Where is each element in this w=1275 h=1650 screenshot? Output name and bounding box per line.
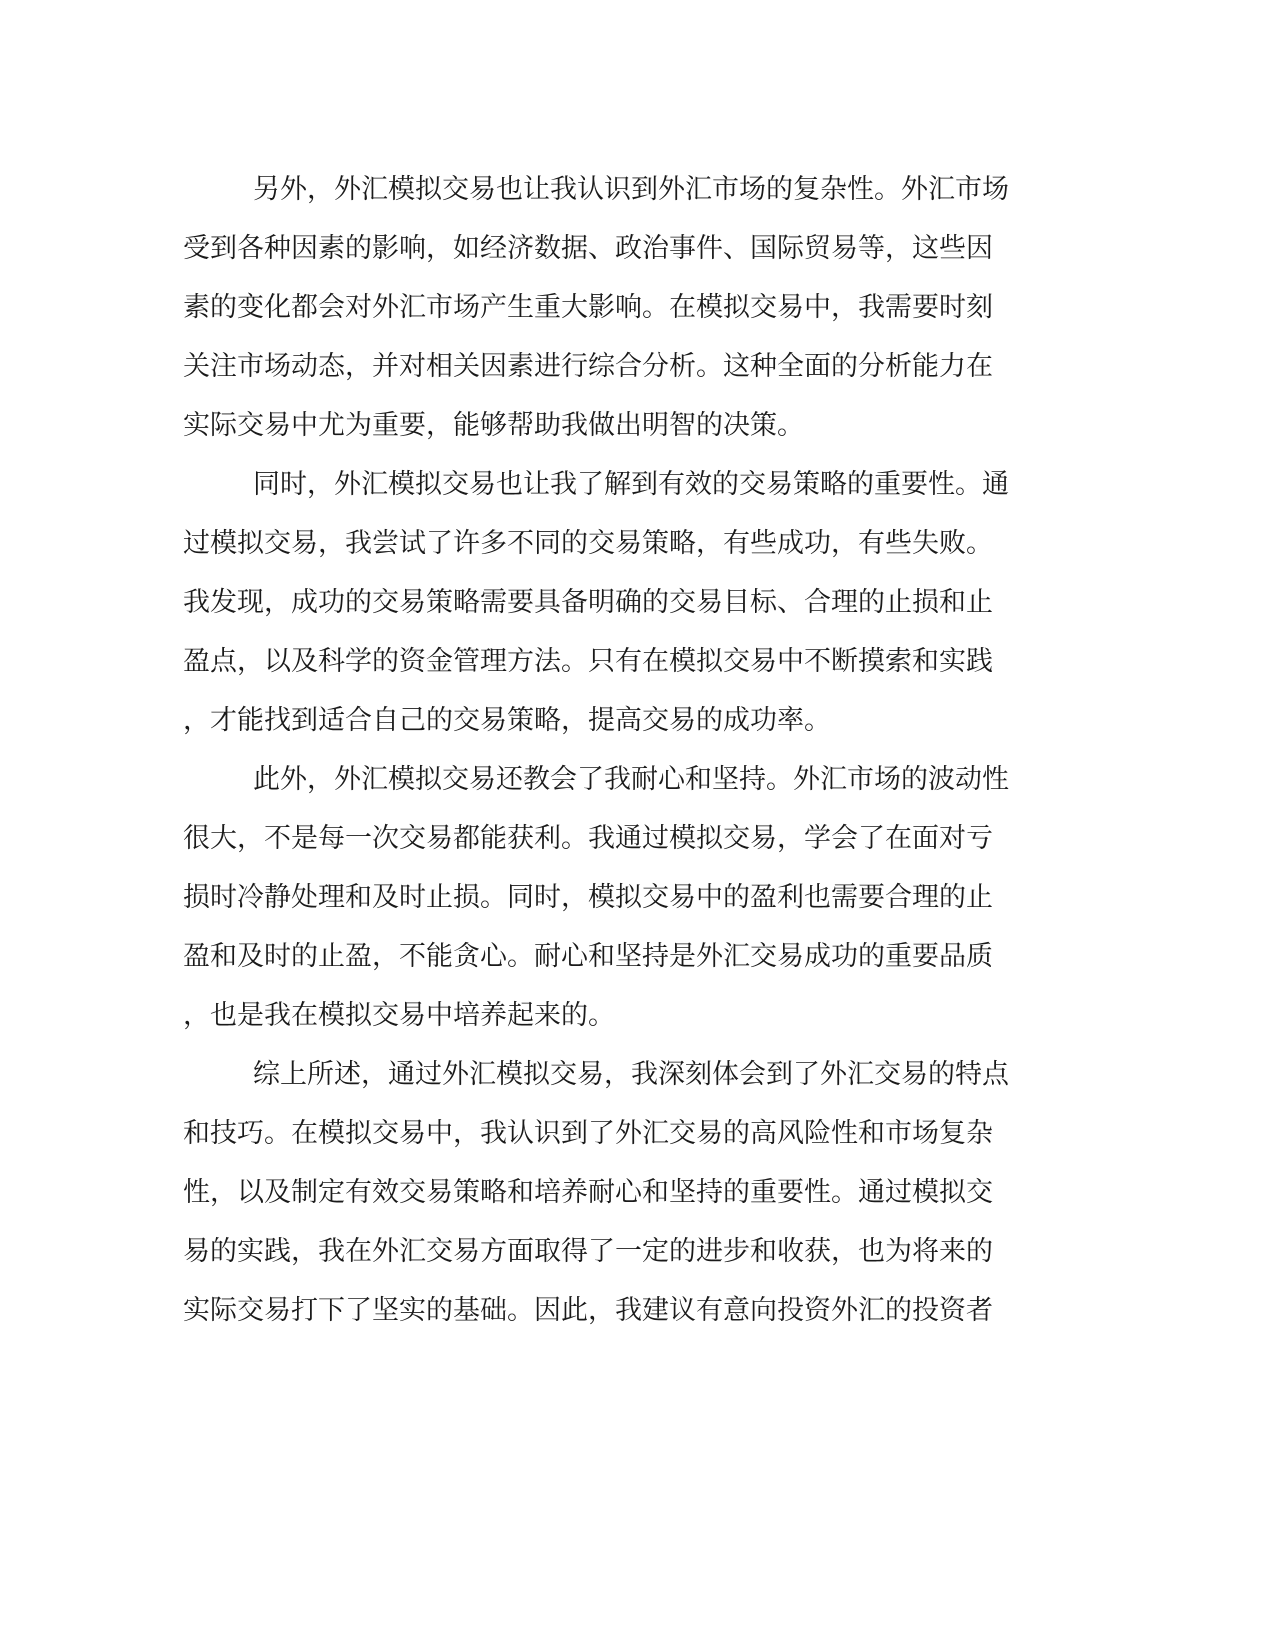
text-line: 素的变化都会对外汇市场产生重大影响。在模拟交易中，我需要时刻 bbox=[183, 292, 993, 323]
text-line: 关注市场动态，并对相关因素进行综合分析。这种全面的分析能力在 bbox=[183, 351, 993, 382]
text-line: 综上所述，通过外汇模拟交易，我深刻体会到了外汇交易的特点 bbox=[253, 1059, 1009, 1090]
text-line: 我发现，成功的交易策略需要具备明确的交易目标、合理的止损和止 bbox=[183, 587, 993, 618]
document-body bbox=[183, 160, 1043, 1340]
text-line: 盈和及时的止盈，不能贪心。耐心和坚持是外汇交易成功的重要品质 bbox=[183, 941, 993, 972]
paragraph-1 bbox=[183, 160, 1043, 455]
text-line: 性，以及制定有效交易策略和培养耐心和坚持的重要性。通过模拟交 bbox=[183, 1177, 993, 1208]
text-line: 此外，外汇模拟交易还教会了我耐心和坚持。外汇市场的波动性 bbox=[253, 764, 1009, 795]
paragraph-2 bbox=[183, 455, 1043, 750]
text-line: 盈点，以及科学的资金管理方法。只有在模拟交易中不断摸索和实践 bbox=[183, 646, 993, 677]
text-line: 同时，外汇模拟交易也让我了解到有效的交易策略的重要性。通 bbox=[253, 469, 1009, 500]
paragraph-4 bbox=[183, 1045, 1043, 1340]
text-line: 和技巧。在模拟交易中，我认识到了外汇交易的高风险性和市场复杂 bbox=[183, 1118, 993, 1149]
text-line: ，才能找到适合自己的交易策略，提高交易的成功率。 bbox=[183, 705, 831, 736]
text-line: 实际交易打下了坚实的基础。因此，我建议有意向投资外汇的投资者 bbox=[183, 1295, 993, 1326]
text-line: 受到各种因素的影响，如经济数据、政治事件、国际贸易等，这些因 bbox=[183, 233, 993, 264]
text-line: ，也是我在模拟交易中培养起来的。 bbox=[183, 1000, 615, 1031]
text-line: 易的实践，我在外汇交易方面取得了一定的进步和收获，也为将来的 bbox=[183, 1236, 993, 1267]
text-line: 损时冷静处理和及时止损。同时，模拟交易中的盈利也需要合理的止 bbox=[183, 882, 993, 913]
text-line: 很大，不是每一次交易都能获利。我通过模拟交易，学会了在面对亏 bbox=[183, 823, 993, 854]
text-line: 另外，外汇模拟交易也让我认识到外汇市场的复杂性。外汇市场 bbox=[253, 174, 1009, 205]
text-line: 实际交易中尤为重要，能够帮助我做出明智的决策。 bbox=[183, 410, 804, 441]
paragraph-3 bbox=[183, 750, 1043, 1045]
text-line: 过模拟交易，我尝试了许多不同的交易策略，有些成功，有些失败。 bbox=[183, 528, 993, 559]
